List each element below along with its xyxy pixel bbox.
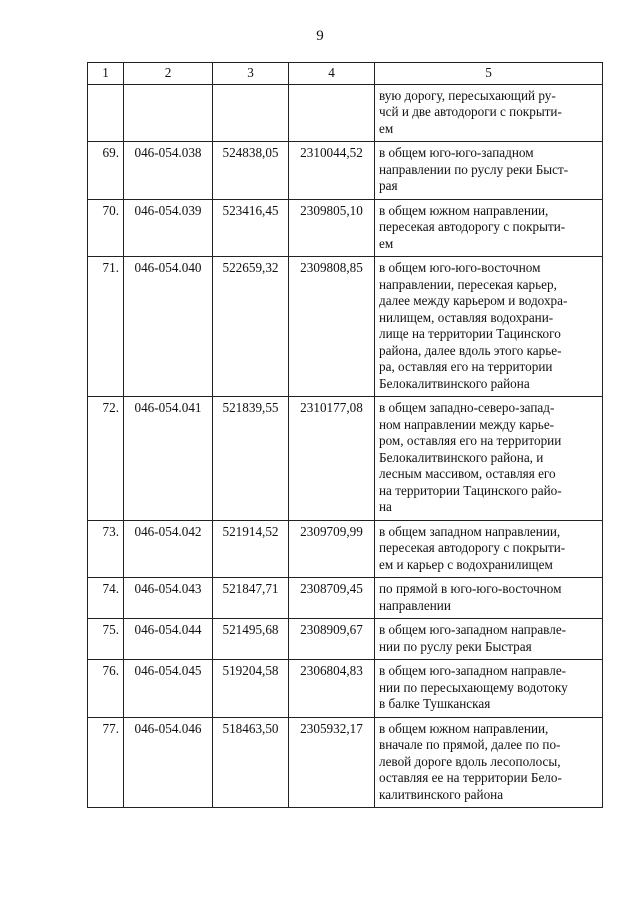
cell-description: в общем юго-западном направле- нии по руслу реки Быстрая [375,619,603,660]
cell-coordinate-x: 523416,45 [213,199,289,257]
table-body [88,84,603,808]
cell-coordinate-x: 519204,58 [213,660,289,718]
cell-point-code: 046-054.044 [124,619,213,660]
cell-coordinate-x: 521495,68 [213,619,289,660]
cell-point-number: 75. [88,619,124,660]
cell-point-code: 046-054.041 [124,397,213,521]
cell-point-code: 046-054.038 [124,142,213,200]
cell-coordinate-y: 2309805,10 [289,199,375,257]
header-cell-x: 3 [213,63,289,85]
cell-point-code: 046-054.039 [124,199,213,257]
page-number: 9 [316,28,324,44]
cell-point-number: 72. [88,397,124,521]
cell-point-code: 046-054.046 [124,717,213,808]
cell-coordinate-x: 524838,05 [213,142,289,200]
cell-coordinate-y: 2305932,17 [289,717,375,808]
table-row [88,717,603,808]
table-row [88,397,603,521]
cell-coordinate-x: 518463,50 [213,717,289,808]
cell-coordinate-y: 2306804,83 [289,660,375,718]
header-cell-y: 4 [289,63,375,85]
cell-coordinate-x: 521914,52 [213,520,289,578]
cell-point-number: 69. [88,142,124,200]
cell-point-number: 70. [88,199,124,257]
cell-description: по прямой в юго-юго-восточном направлении [375,578,603,619]
table-row [88,199,603,257]
cell-description: в общем западном направлении, пересекая автодорогу с покрыти- ем и карьер с водохранилищем [375,520,603,578]
cell-point-code: 046-054.040 [124,257,213,397]
table-row [88,257,603,397]
cell-point-code: 046-054.043 [124,578,213,619]
cell-point-number: 76. [88,660,124,718]
table-row [88,520,603,578]
cell-description: в общем юго-западном направле- нии по пересыхающему водотоку в балке Тушканская [375,660,603,718]
cell-description: в общем юго-юго-восточном направлении, пересекая карьер, далее между карьером и водохра- нилищем, оставляя водохрани- лище на территории Тацинского района, далее вдоль этого карье- ра, оставляя его на территории Белокалитвинского района [375,257,603,397]
cell-coordinate-y: 2310177,08 [289,397,375,521]
cell-description: в общем южном направлении, пересекая автодорогу с покрыти- ем [375,199,603,257]
header-row [88,63,603,85]
cell-point-number: 77. [88,717,124,808]
cell-coordinate-x: 522659,32 [213,257,289,397]
table-row [88,84,603,142]
header-cell-code: 2 [124,63,213,85]
cell-coordinate-x [213,84,289,142]
cell-coordinate-y: 2309808,85 [289,257,375,397]
cell-point-code [124,84,213,142]
cell-point-number: 73. [88,520,124,578]
cell-description: в общем юго-юго-западном направлении по руслу реки Быст- рая [375,142,603,200]
cell-point-code: 046-054.045 [124,660,213,718]
cell-coordinate-y: 2310044,52 [289,142,375,200]
cell-coordinate-y: 2308909,67 [289,619,375,660]
cell-coordinate-y: 2309709,99 [289,520,375,578]
header-cell-number: 1 [88,63,124,85]
cell-point-code: 046-054.042 [124,520,213,578]
table-row [88,578,603,619]
table-row [88,142,603,200]
cell-description: в общем западно-северо-запад- ном направлении между карье- ром, оставляя его на территории Белокалитвинского района, и лесным массивом, оставляя его на территории Тацинского райо- на [375,397,603,521]
cell-coordinate-x: 521847,71 [213,578,289,619]
cell-coordinate-y [289,84,375,142]
cell-point-number: 71. [88,257,124,397]
cell-point-number: 74. [88,578,124,619]
cell-coordinate-x: 521839,55 [213,397,289,521]
header-cell-description: 5 [375,63,603,85]
cell-point-number [88,84,124,142]
table-row [88,619,603,660]
cell-description: вую дорогу, пересыхающий ру- чсй и две автодороги с покрыти- ем [375,84,603,142]
cell-coordinate-y: 2308709,45 [289,578,375,619]
boundary-table [87,62,603,808]
table-row [88,660,603,718]
cell-description: в общем южном направлении, вначале по прямой, далее по по- левой дороге вдоль лесополосы, оставляя ее на территории Бело- калитвинского района [375,717,603,808]
